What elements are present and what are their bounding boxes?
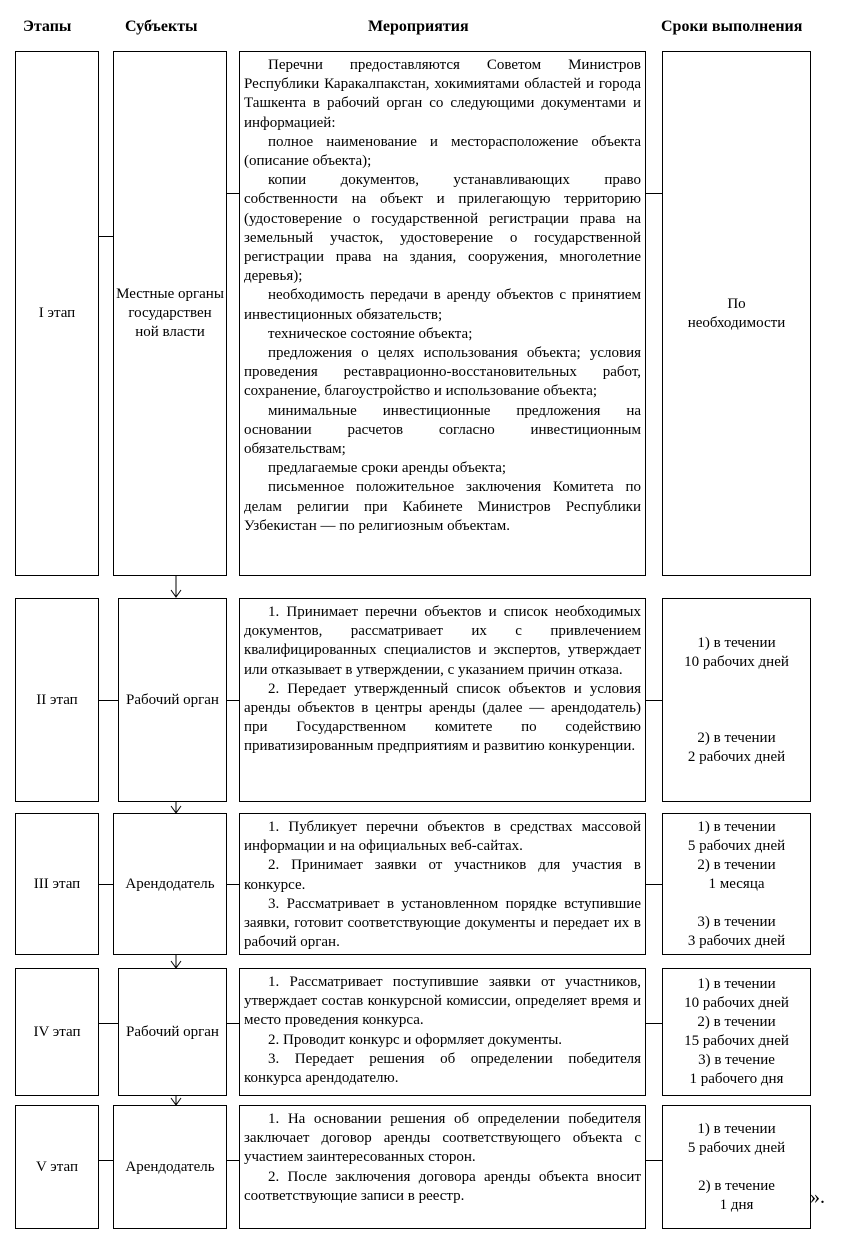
header-deadlines: Сроки выполнения: [661, 18, 803, 35]
activity-item: 2. Принимает заявки от участников для участия в конкурсе.: [244, 857, 641, 893]
subject-box: Рабочий орган: [118, 598, 227, 802]
deadline-line: 10 рабочих дней: [684, 995, 789, 1011]
deadline-line: 2) в течении: [697, 856, 776, 873]
subject-box: Рабочий орган: [118, 968, 227, 1096]
stage-box: II этап: [15, 598, 99, 802]
deadline-line: 5 рабочих дней: [687, 1139, 786, 1156]
header-activities: Мероприятия: [368, 18, 469, 35]
activity-item: полное наименование и месторасположение объекта (описание объекта);: [244, 133, 641, 170]
activity-item: 2. После заключения договора аренды объекта вносит соответствующие записи в реестр.: [244, 1168, 641, 1204]
activity-item: Перечни предоставляются Советом Министров Республики Каракалпакстан, хокимиятами областей и города Ташкента в рабочий орган со следующими документами и информацией:: [244, 57, 641, 131]
activity-item: необходимость передачи в аренду объектов с принятием инвестиционных обязательств;: [244, 287, 641, 323]
activity-item: предлагаемые сроки аренды объекта;: [268, 460, 507, 477]
activity-item: 1. Принимает перечни объектов и список необходимых документов, рассматривает их с привлечением квалифицированных специалистов и экспертов, утверждает или отказывает в утверждении, с указанием причин отказа.: [244, 604, 641, 678]
closing-quote-mark: ».: [810, 1186, 825, 1208]
subject-box: Местные органы государствен ной власти: [113, 51, 227, 576]
deadline-line: 3 рабочих дней: [687, 932, 786, 949]
deadline-line: 15 рабочих дней: [684, 1033, 789, 1049]
deadline-line: необходимости: [687, 314, 786, 331]
activity-item: 1. На основании решения об определении победителя заключает договор аренды соответствующего объекта с участием заинтересованных сторон.: [244, 1111, 641, 1166]
activity-item: копии документов, устанавливающих право собственности на объект и прилегающую территорию (удостоверение о государственной регистрации права на земельный участок, удостоверение о государственной регистрации права на здания, сооружения, многолетние деревья);: [244, 172, 641, 285]
deadline-line: 3) в течении: [697, 913, 776, 930]
activity-item: 3. Передает решения об определении победителя конкурса арендодателю.: [244, 1050, 641, 1087]
deadline-line: 1) в течении: [697, 976, 776, 992]
stage-box: III этап: [15, 813, 99, 955]
deadline-line: 5 рабочих дней: [687, 837, 786, 854]
deadline-line: 1 месяца: [708, 875, 765, 892]
activity-item: предложения о целях использования объекта; условия проведения реставрационно-восстановительных работ, сохранение, благоустройство и использование объекта;: [244, 345, 641, 400]
deadline-line: 1) в течении: [697, 818, 776, 835]
deadline-line: 2) в течение: [698, 1177, 775, 1194]
activity-item: 2. Проводит конкурс и оформляет документы.: [268, 1031, 563, 1048]
subject-box: Арендодатель: [113, 1105, 227, 1229]
stage-box: V этап: [15, 1105, 99, 1229]
subject-box: Арендодатель: [113, 813, 227, 955]
deadline-line: 1) в течении: [697, 1120, 776, 1137]
deadline-line: 2 рабочих дней: [687, 748, 786, 765]
deadline-line: 2) в течении: [697, 1014, 776, 1030]
header-stages: Этапы: [23, 18, 72, 35]
activity-item: 3. Рассматривает в установленном порядке вступившие заявки, готовит соответствующие документы и передает их в рабочий орган.: [244, 895, 641, 951]
deadline-line: 1 рабочего дня: [689, 1071, 784, 1087]
activity-item: 2. Передает утвержденный список объектов и условия аренды объектов в центры аренды (далее — арендодатель) при Государственном комитете по содействию приватизированным предприятиям и развитию конкуренции.: [244, 680, 641, 755]
activity-item: минимальные инвестиционные предложения на основании расчетов согласно инвестиционным обязательствам;: [244, 402, 641, 458]
deadline-line: 1) в течении: [697, 634, 776, 651]
activity-item: 1. Рассматривает поступившие заявки от участников, утверждает состав конкурсной комиссии, определяет время и место проведения конкурса.: [244, 974, 641, 1029]
activity-item: техническое состояние объекта;: [268, 325, 473, 342]
stage-box: IV этап: [15, 968, 99, 1096]
deadline-line: 10 рабочих дней: [684, 653, 789, 670]
stage-box: I этап: [15, 51, 99, 576]
activity-item: письменное положительное заключения Комитета по делам религии при Кабинете Министров Республики Узбекистан — по религиозным объектам.: [244, 479, 641, 534]
deadline-line: 3) в течение: [698, 1052, 775, 1068]
activity-item: 1. Публикует перечни объектов в средствах массовой информации и на официальных веб-сайтах.: [244, 819, 641, 855]
deadline-line: 2) в течении: [697, 729, 776, 746]
deadline-line: По: [727, 295, 746, 312]
deadline-line: 1 дня: [719, 1196, 754, 1213]
header-subjects: Субъекты: [125, 18, 198, 35]
